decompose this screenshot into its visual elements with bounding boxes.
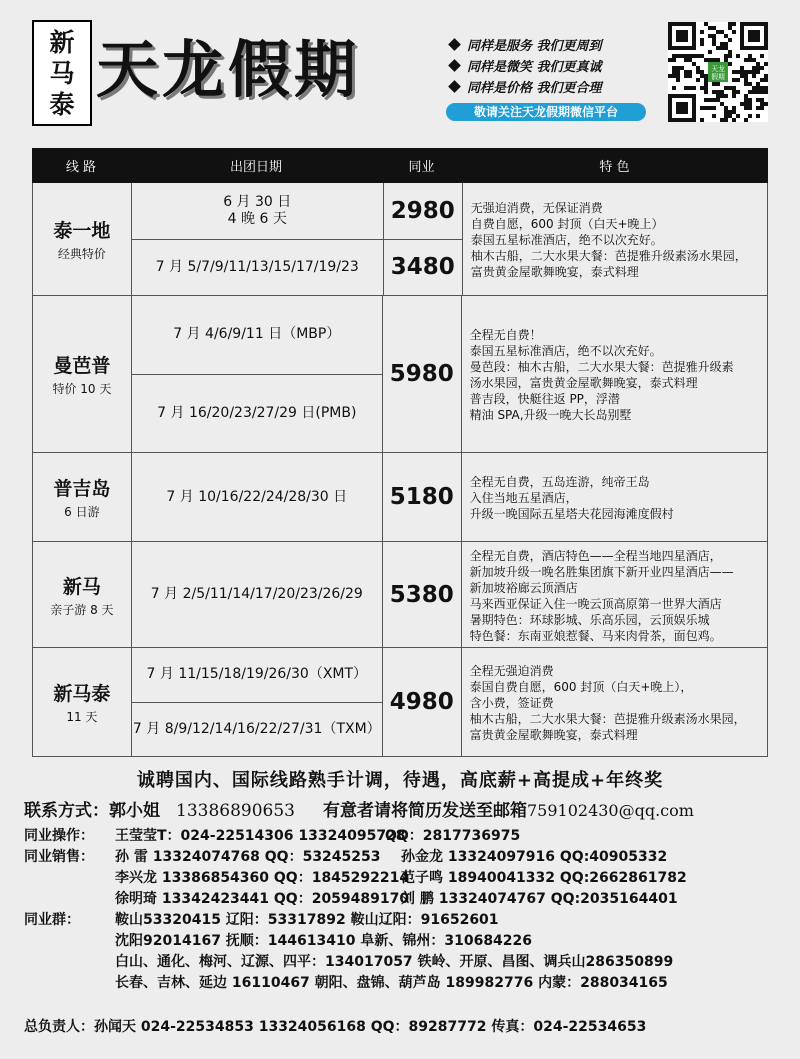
feature-line: 自费自愿，600 封顶（白天+晚上） — [470, 217, 664, 231]
feature-line: 特色餐：东南亚娘惹餐、马来肉骨茶，面包鸡。 — [469, 628, 722, 643]
header-route: 线 路 — [65, 160, 97, 175]
table-header — [32, 148, 768, 183]
route-cell — [33, 296, 132, 452]
directory-entry: 鞍山53320415 辽阳：53317892 鞍山辽阳：91652601 — [115, 912, 499, 928]
date-price-pair — [132, 239, 462, 296]
feature-line: 泰国自费自愿，600 封顶（白天+晚上）， — [469, 680, 693, 694]
route-subtitle: 6 日游 — [64, 505, 100, 519]
date-cell-wrap — [132, 296, 383, 374]
trade-price: 5180 — [383, 453, 462, 541]
date-cell-wrap — [132, 542, 383, 647]
directory-entry: 沈阳92014167 抚顺：144613410 阜新、锦州：310684226 — [115, 933, 533, 949]
diamond-bullet-icon — [448, 38, 461, 51]
staff-directory — [24, 826, 794, 994]
route-cell — [33, 183, 132, 295]
route-name: 泰一地 — [53, 220, 111, 242]
date-cell-wrap — [132, 374, 383, 453]
route-name: 新马 — [62, 575, 101, 598]
diamond-bullet-icon — [448, 80, 461, 93]
header-features: 特 色 — [599, 160, 630, 175]
departure-dates: 7 月 4/6/9/11 日（MBP） — [132, 296, 383, 374]
directory-entry: 孙 雷 13324074768 QQ：53245253 — [115, 849, 381, 865]
directory-entry: 孙金龙 13324097916 QQ:40905332 — [401, 849, 668, 865]
feature-line: 全程无强迫消费 — [469, 664, 554, 678]
directory-label — [24, 931, 115, 952]
hiring-notice: 诚聘国内、国际线路熟手计调，待遇，高底薪+高提成+年终奖 — [136, 770, 664, 791]
feature-line: 全程无自费！ — [469, 328, 542, 342]
departure-dates: 7 月 2/5/11/14/17/20/23/26/29 — [132, 542, 383, 647]
route-name: 新马泰 — [53, 683, 111, 705]
feature-line: 柚木古船，二大水果大餐：芭提雅升级素汤水果园， — [469, 712, 746, 726]
feature-line: 柚木古船，二大水果大餐：芭提雅升级素汤水果园， — [470, 249, 747, 263]
features-cell — [462, 648, 768, 756]
directory-entry: 李兴龙 13386854360 QQ：1845292214 — [115, 870, 410, 886]
directory-label — [24, 952, 115, 973]
table-body — [32, 183, 768, 757]
wechat-banner: 敬请关注天龙假期微信平台 — [446, 103, 646, 121]
feature-line: 入住当地五星酒店， — [469, 491, 578, 505]
logo-badge — [32, 20, 92, 126]
feature-line: 普吉段，快艇往返 PP，浮潜 — [469, 392, 620, 406]
route-cell — [33, 648, 132, 756]
header-dates: 出团日期 — [229, 160, 282, 175]
route-subtitle: 经典特价 — [57, 247, 106, 261]
diamond-bullet-icon — [448, 59, 461, 72]
departure-dates: 7 月 10/16/22/24/28/30 日 — [132, 453, 383, 541]
feature-line: 暑期特色：环球影城、乐高乐园，云顶娱乐城 — [469, 612, 710, 627]
directory-label — [24, 889, 115, 910]
slogan-item: 同样是服务 我们更周到 — [446, 36, 656, 57]
feature-line: 汤水果园，富贵黄金屋歌舞晚宴，泰式料理 — [469, 376, 698, 390]
directory-line — [24, 889, 794, 910]
table-row — [33, 183, 768, 296]
slogan-list — [446, 36, 656, 99]
directory-label — [24, 973, 115, 994]
directory-line — [24, 931, 794, 952]
date-cell-wrap — [132, 702, 383, 757]
date-price-pair — [132, 183, 462, 239]
qr-logo-text: 天龙 — [711, 65, 725, 74]
feature-line: 全程无自费，酒店特色——全程当地四星酒店， — [469, 548, 722, 563]
directory-entry: 徐明琦 13342423441 QQ：2059489170 — [115, 891, 410, 907]
feature-line: 富贵黄金屋歌舞晚宴，泰式料理 — [470, 265, 639, 279]
header-price: 同业 — [408, 160, 435, 175]
feature-line: 新加坡裕廊云顶酒店 — [469, 580, 578, 595]
trade-price: 4980 — [383, 648, 462, 756]
directory-label: 同业群： — [24, 912, 80, 928]
qr-code-icon — [668, 22, 768, 122]
feature-line: 曼芭段：柚木古船，二大水果大餐：芭提雅升级素 — [469, 360, 734, 374]
date-cell-wrap — [132, 453, 383, 541]
trade-price: 5980 — [383, 296, 462, 452]
features-cell — [462, 453, 768, 541]
directory-entry: 范子鸣 18940041332 QQ:2662861782 — [401, 870, 687, 886]
features-cell — [462, 542, 768, 647]
route-subtitle: 亲子游 8 天 — [50, 602, 114, 617]
badge-char: 新 — [49, 27, 75, 57]
slogan-item: 同样是微笑 我们更真诚 — [446, 57, 656, 78]
feature-line: 无强迫消费，无保证消费 — [470, 201, 603, 215]
feature-line: 泰国五星标准酒店，绝不以次充好。 — [469, 344, 662, 358]
feature-line: 新加坡升级一晚名胜集团旗下新开业四星酒店—— — [469, 564, 734, 579]
directory-line — [24, 847, 794, 868]
contact-email: 759102430@qq.com — [526, 801, 694, 820]
slogan-item: 同样是价格 我们更合理 — [446, 78, 656, 99]
directory-label: 同业销售： — [24, 849, 94, 865]
qr-logo-text: 假期 — [711, 73, 725, 82]
feature-line: 精油 SPA,升级一晚大长岛别墅 — [469, 408, 632, 422]
trade-price: 3480 — [390, 254, 455, 281]
route-subtitle: 特价 10 天 — [52, 382, 112, 396]
feature-line: 马来西亚保证入住一晚云顶高原第一世界大酒店 — [469, 596, 722, 611]
table-row — [33, 453, 768, 542]
table-row — [33, 648, 768, 757]
tour-table — [32, 148, 768, 757]
features-cell — [462, 183, 768, 295]
feature-line: 全程无自费，五岛连游，纯帝王岛 — [469, 475, 650, 489]
contact-line — [24, 796, 694, 821]
badge-char: 马 — [49, 58, 75, 88]
feature-line: 富贵黄金屋歌舞晚宴，泰式料理 — [469, 728, 638, 742]
table-row — [33, 542, 768, 648]
contact-label: 联系方式：郭小姐 — [24, 801, 160, 821]
directory-label — [24, 868, 115, 889]
contact-text: 有意者请将简历发送至邮箱 — [322, 801, 527, 821]
feature-line: 含小费，签证费 — [469, 696, 554, 710]
manager-line: 总负责人：孙闻天 024-22534853 13324056168 QQ：89287772 传真：024-22534653 — [24, 1019, 647, 1035]
directory-line — [24, 826, 794, 847]
departure-dates: 7 月 8/9/12/14/16/22/27/31（TXM） — [132, 703, 383, 757]
directory-entry: 长春、吉林、延边 16110467 朝阳、盘锦、葫芦岛 189982776 内蒙：288034165 — [115, 975, 668, 991]
route-name: 普吉岛 — [53, 478, 111, 500]
route-name: 曼芭普 — [53, 355, 111, 377]
badge-char: 泰 — [49, 89, 75, 119]
departure-dates: 7 月 11/15/18/19/26/30（XMT） — [132, 648, 383, 702]
departure-dates: 7 月 5/7/9/11/13/15/17/19/23 — [132, 240, 384, 296]
directory-line — [24, 868, 794, 889]
table-row — [33, 296, 768, 453]
route-subtitle: 11 天 — [66, 710, 98, 724]
trade-price: 5380 — [383, 542, 462, 647]
directory-entry: 王莹莹T：024-22514306 13324095728 — [115, 828, 406, 844]
directory-entry: 白山、通化、梅河、辽源、四平：134017057 铁岭、开原、昌图、调兵山286350899 — [115, 954, 674, 970]
directory-line — [24, 973, 794, 994]
date-cell-wrap — [132, 648, 383, 702]
feature-line: 泰国五星标准酒店，绝不以次充好。 — [470, 233, 663, 247]
feature-line: 升级一晚国际五星塔夫花园海滩度假村 — [469, 507, 674, 521]
features-cell — [462, 296, 768, 452]
route-cell — [33, 453, 132, 541]
directory-label: 同业操作： — [24, 828, 94, 844]
directory-entry: 刘 鹏 13324074767 QQ:2035164401 — [401, 891, 678, 907]
departure-dates: 6 月 30 日 4 晚 6 天 — [132, 183, 384, 239]
directory-entry: QQ：2817736975 — [385, 828, 521, 844]
directory-line — [24, 910, 794, 931]
trade-price: 2980 — [390, 197, 455, 224]
brand-title: 天龙假期 — [96, 33, 361, 106]
contact-phone: 13386890653 — [176, 801, 295, 821]
directory-line — [24, 952, 794, 973]
route-cell — [33, 542, 132, 647]
departure-dates: 7 月 16/20/23/27/29 日(PMB) — [132, 375, 383, 453]
